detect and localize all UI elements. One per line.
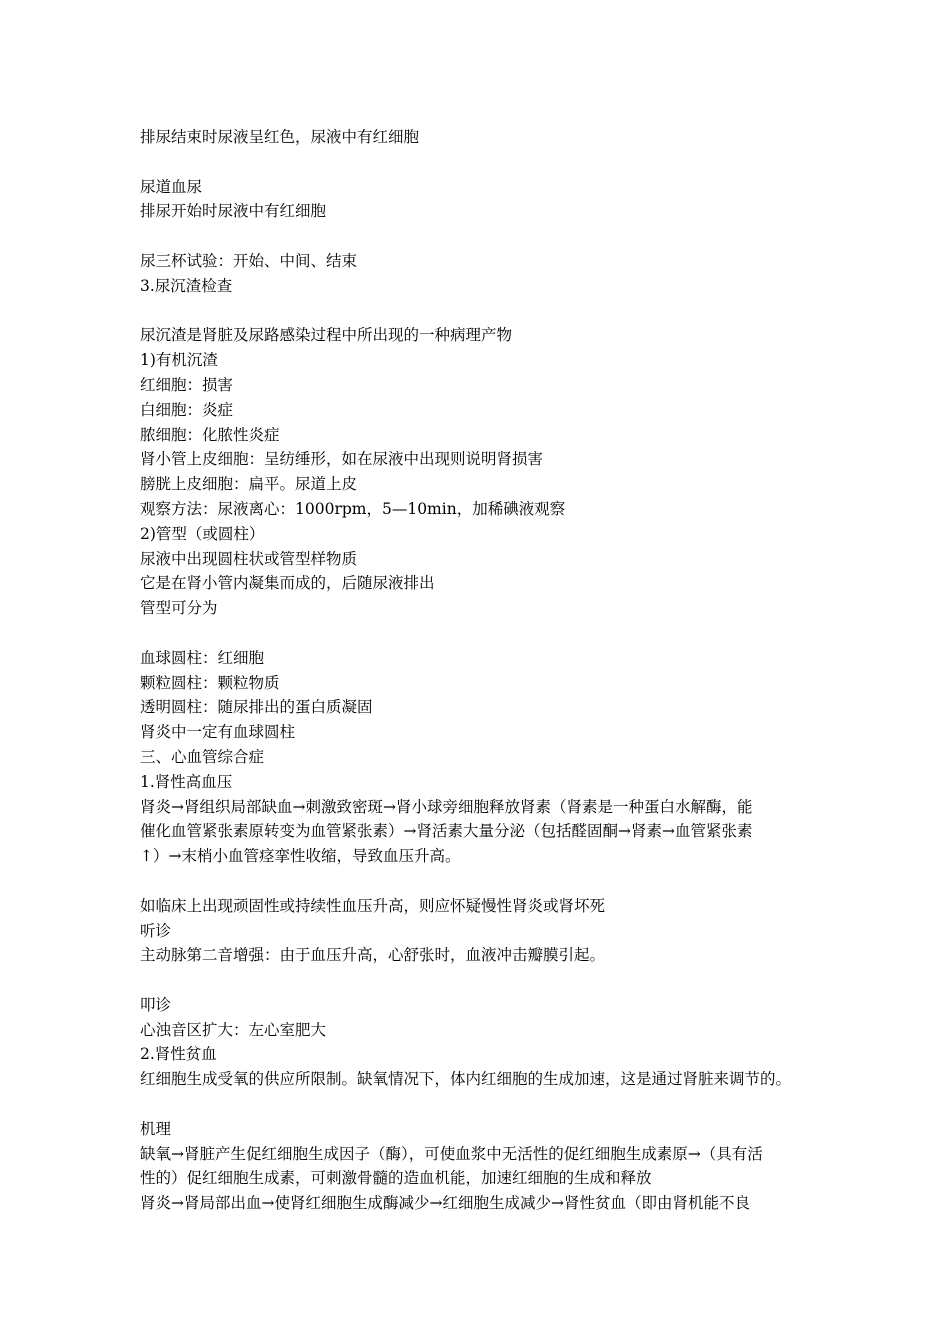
- text-line: 血球圆柱：红细胞: [140, 648, 265, 667]
- text-line: 性的）促红细胞生成素，可刺激骨髓的造血机能，加速红细胞的生成和释放: [140, 1169, 652, 1188]
- text-line: 尿道血尿: [140, 177, 203, 196]
- blank-line: [140, 1092, 820, 1117]
- text-line: 排尿结束时尿液呈红色，尿液中有红细胞: [140, 128, 420, 146]
- text-line: 排尿开始时尿液中有红细胞: [140, 202, 327, 221]
- text-line: 2.肾性贫血: [140, 1045, 217, 1064]
- blank-line: [140, 869, 820, 894]
- text-line: 肾炎→肾局部出血→使肾红细胞生成酶减少→红细胞生成减少→肾性贫血（即由肾机能不良: [140, 1194, 750, 1213]
- text-line: 2)管型（或圆柱）: [140, 524, 265, 543]
- text-line: 肾炎中一定有血球圆柱: [140, 723, 296, 742]
- text-line: 心浊音区扩大：左心室肥大: [140, 1020, 327, 1039]
- text-line: 尿液中出现圆柱状或管型样物质: [140, 549, 358, 568]
- text-line: 叩诊: [140, 995, 172, 1014]
- text-line: 如临床上出现顽固性或持续性血压升高，则应怀疑慢性肾炎或肾坏死: [140, 896, 606, 915]
- text-line: ↑）→末梢小血管痉挛性收缩，导致血压升高。: [140, 847, 461, 866]
- document-page: [140, 125, 820, 1216]
- text-line: 透明圆柱：随尿排出的蛋白质凝固: [140, 698, 373, 717]
- text-line: 膀胱上皮细胞：扁平。尿道上皮: [140, 475, 358, 494]
- text-line: 缺氧→肾脏产生促红细胞生成因子（酶），可使血浆中无活性的促红细胞生成素原→（具有活: [140, 1144, 763, 1163]
- text-line: 1.肾性高血压: [140, 772, 233, 791]
- text-line: 尿三杯试验：开始、中间、结束: [140, 251, 358, 270]
- text-line: 红细胞生成受氧的供应所限制。缺氧情况下，体内红细胞的生成加速，这是通过肾脏来调节的。: [140, 1070, 792, 1089]
- blank-line: [140, 968, 820, 993]
- text-line: 肾小管上皮细胞：呈纺缍形，如在尿液中出现则说明肾损害: [140, 450, 544, 469]
- text-line: 三、心血管综合症: [140, 747, 265, 766]
- text-line: 管型可分为: [140, 599, 218, 618]
- text-line: 肾炎→肾组织局部缺血→刺激致密斑→肾小球旁细胞释放肾素（肾素是一种蛋白水解酶，能: [140, 797, 753, 816]
- blank-line: [140, 150, 820, 175]
- text-line: 催化血管紧张素原转变为血管紧张素）→肾活素大量分泌（包括醛固酮→肾素→血管紧张素: [140, 822, 753, 841]
- blank-line: [140, 224, 820, 249]
- text-line: 3.尿沉渣检查: [140, 276, 233, 295]
- text-line: 尿沉渣是肾脏及尿路感染过程中所出现的一种病理产物: [140, 326, 513, 345]
- text-line: 白细胞：炎症: [140, 400, 234, 419]
- text-line: 听诊: [140, 921, 172, 940]
- text-line: 1)有机沉渣: [140, 351, 218, 370]
- text-line: 颗粒圆柱：颗粒物质: [140, 673, 280, 692]
- text-line: 主动脉第二音增强：由于血压升高，心舒张时，血液冲击瓣膜引起。: [140, 946, 606, 965]
- blank-line: [140, 621, 820, 646]
- text-line: 红细胞：损害: [140, 375, 234, 394]
- text-line: 脓细胞：化脓性炎症: [140, 425, 280, 444]
- text-line: 机理: [140, 1119, 172, 1138]
- text-line: 它是在肾小管内凝集而成的，后随尿液排出: [140, 574, 435, 593]
- blank-line: [140, 299, 820, 324]
- text-line: 观察方法：尿液离心：1000rpm，5—10min，加稀碘液观察: [140, 499, 566, 518]
